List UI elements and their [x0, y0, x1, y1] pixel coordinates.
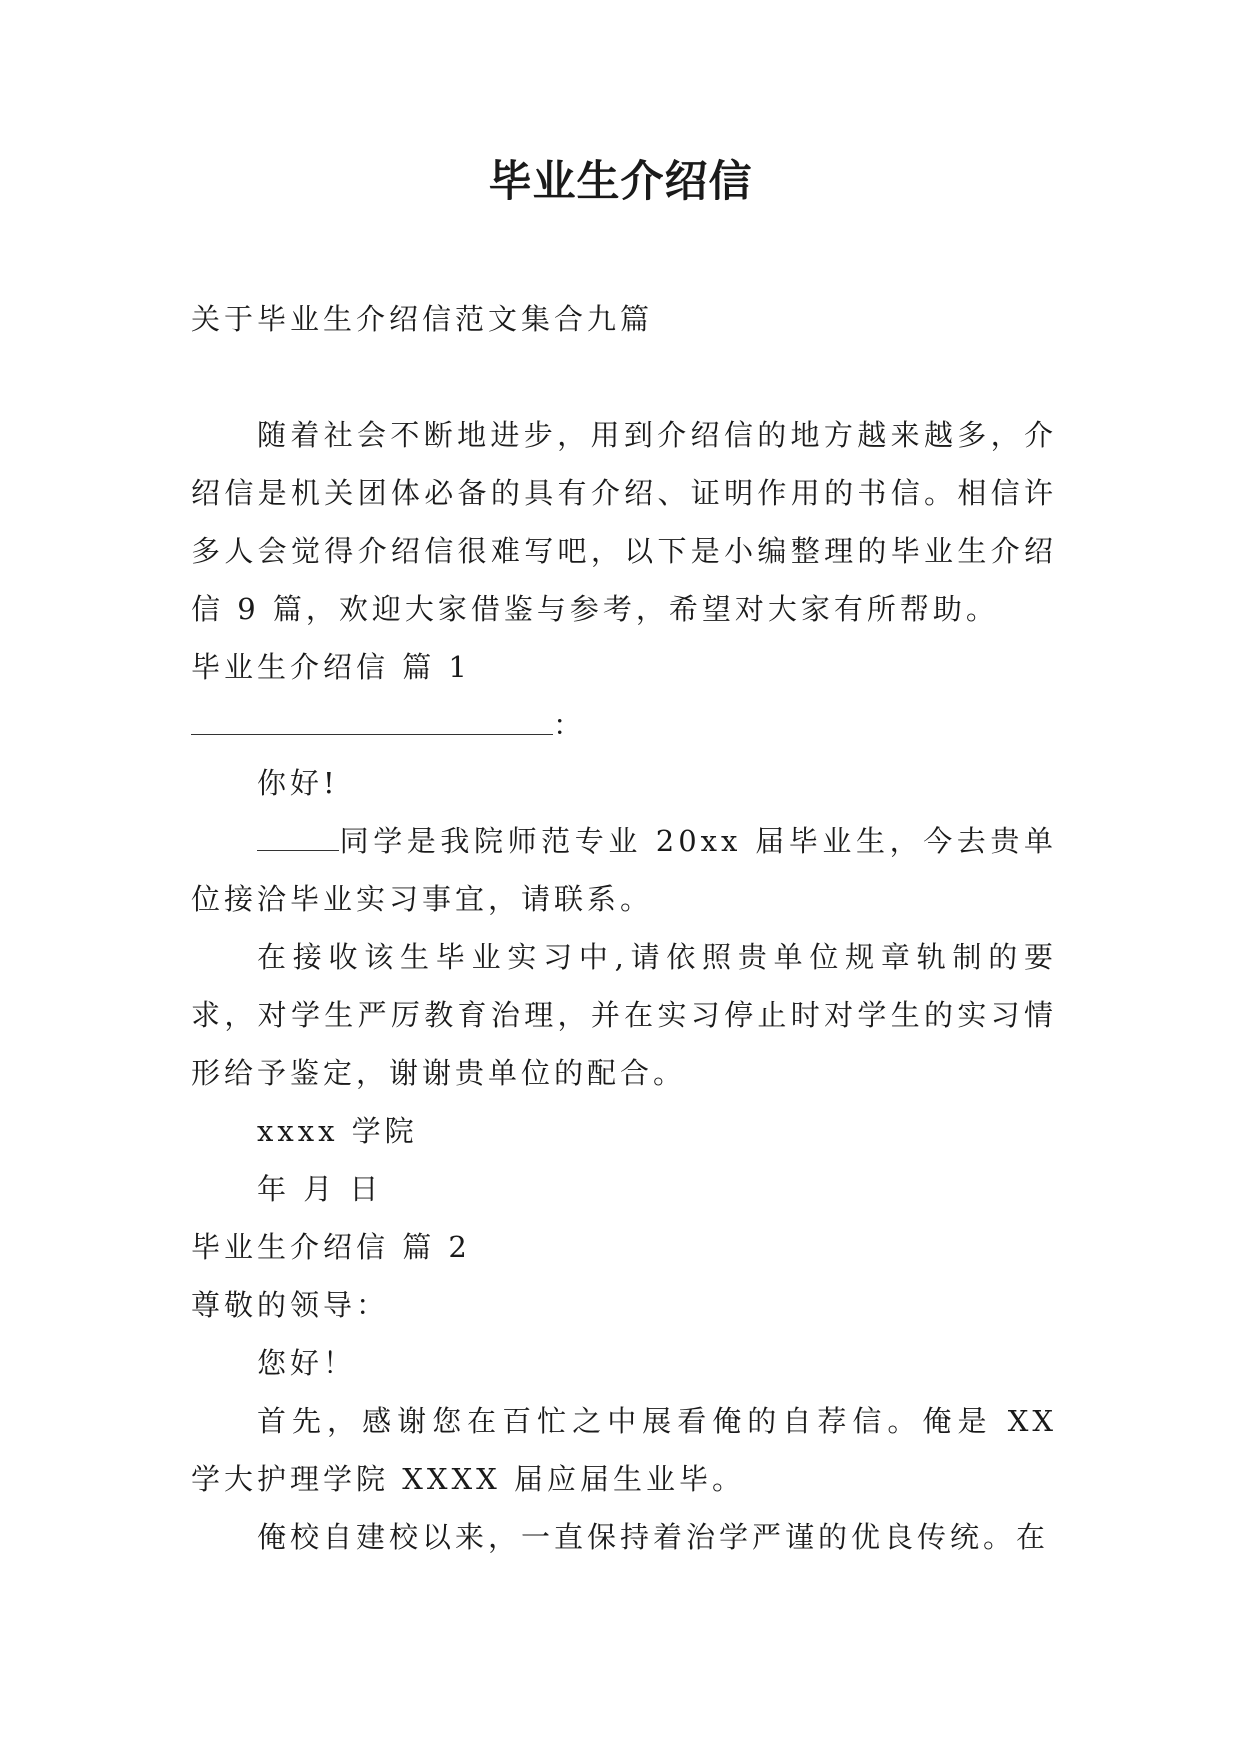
document-subtitle: 关于毕业生介绍信范文集合九篇	[191, 302, 654, 336]
document-body	[191, 290, 1057, 1566]
letter2-body1: 首先，感谢您在百忙之中展看俺的自荐信。俺是 XX 学大护理学院 XXXX 届应届生业毕。	[191, 1404, 1057, 1496]
letter1-signature: xxxx 学院	[257, 1114, 418, 1148]
addressee-blank	[191, 712, 553, 735]
document-title: 毕业生介绍信	[488, 157, 753, 207]
letter1-addressee-line	[191, 696, 1057, 754]
letter2-salutation: 尊敬的领导：	[191, 1288, 390, 1322]
letter1-body1-text: 同学是我院师范专业 20xx 届毕业生，今去贵单位接洽毕业实习事宜，请联系。	[191, 824, 1057, 916]
letter2-body2: 俺校自建校以来，一直保持着治学严谨的优良传统。在	[257, 1520, 1050, 1554]
letter2-greeting: 您好！	[257, 1346, 357, 1380]
letter1-date: 年 月 日	[257, 1172, 383, 1206]
letter1-body2: 在接收该生毕业实习中,请依照贵单位规章轨制的要求，对学生严厉教育治理，并在实习停止时对学生的实习情形给予鉴定，谢谢贵单位的配合。	[191, 940, 1057, 1090]
letter2-heading: 毕业生介绍信 篇 2	[191, 1230, 471, 1264]
letter1-heading: 毕业生介绍信 篇 1	[191, 650, 471, 684]
intro-paragraph: 随着社会不断地进步，用到介绍信的地方越来越多，介绍信是机关团体必备的具有介绍、证明作用的书信。相信许多人会觉得介绍信很难写吧，以下是小编整理的毕业生介绍信 9 篇，欢迎大家借鉴与参考，希望对大家有所帮助。	[191, 418, 1057, 626]
addressee-colon: ：	[553, 708, 587, 742]
letter1-greeting: 你好!	[257, 766, 339, 800]
student-name-blank	[257, 828, 339, 851]
letter1-body1	[191, 812, 1057, 928]
